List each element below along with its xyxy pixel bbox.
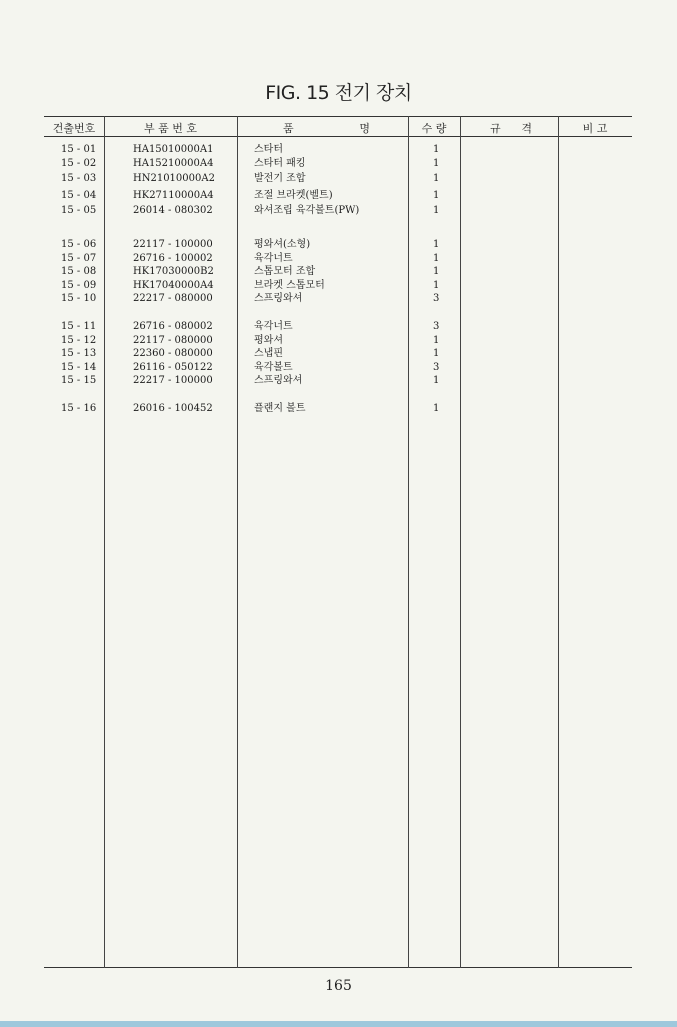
row-part-name: 평와셔 xyxy=(254,335,283,346)
row-quantity: 1 xyxy=(433,253,440,264)
row-part-number: 26016 - 100452 xyxy=(133,403,213,414)
row-quantity: 1 xyxy=(433,403,440,414)
table-top-rule xyxy=(44,116,632,117)
row-index: 15 - 07 xyxy=(61,253,97,264)
table-row xyxy=(0,238,677,252)
table-bottom-rule xyxy=(44,967,632,968)
table-row xyxy=(0,347,677,361)
row-part-name: 스타터 패킹 xyxy=(254,158,306,169)
header-spec-left: 규 xyxy=(490,122,501,135)
row-index: 15 - 02 xyxy=(61,158,97,169)
row-index: 15 - 15 xyxy=(61,375,97,386)
row-index: 15 - 11 xyxy=(61,321,97,332)
page-number: 165 xyxy=(325,978,352,994)
row-quantity: 1 xyxy=(433,158,440,169)
row-quantity: 1 xyxy=(433,280,440,291)
row-part-number: HN21010000A2 xyxy=(133,173,215,184)
header-remarks: 비 고 xyxy=(582,122,608,135)
row-quantity: 1 xyxy=(433,205,440,216)
row-part-name: 육각너트 xyxy=(254,321,293,332)
row-quantity: 1 xyxy=(433,266,440,277)
row-index: 15 - 14 xyxy=(61,362,97,373)
row-index: 15 - 16 xyxy=(61,403,97,414)
row-quantity: 1 xyxy=(433,173,440,184)
row-part-name: 스냅핀 xyxy=(254,348,283,359)
row-quantity: 3 xyxy=(433,293,440,304)
table-row xyxy=(0,189,677,203)
row-part-name: 육각너트 xyxy=(254,253,293,264)
row-index: 15 - 12 xyxy=(61,335,97,346)
header-bottom-rule xyxy=(44,136,632,137)
row-part-number: 26716 - 100002 xyxy=(133,253,213,264)
row-part-name: 와셔조립 육각볼트(PW) xyxy=(254,205,360,216)
header-spec-right: 격 xyxy=(521,122,532,135)
header-quantity: 수 량 xyxy=(421,122,447,135)
row-part-number: HA15210000A4 xyxy=(133,158,214,169)
row-index: 15 - 13 xyxy=(61,348,97,359)
row-index: 15 - 04 xyxy=(61,190,97,201)
table-row xyxy=(0,402,677,416)
table-row xyxy=(0,252,677,266)
scan-edge-band xyxy=(0,1021,677,1027)
row-index: 15 - 01 xyxy=(61,144,97,155)
table-row xyxy=(0,279,677,293)
row-part-name: 스프링와셔 xyxy=(254,375,303,386)
row-quantity: 3 xyxy=(433,321,440,332)
row-quantity: 3 xyxy=(433,362,440,373)
row-part-name: 평와셔(소형) xyxy=(254,239,311,250)
row-part-number: HA15010000A1 xyxy=(133,144,214,155)
table-row xyxy=(0,157,677,171)
row-index: 15 - 06 xyxy=(61,239,97,250)
header-part-number: 부 품 번 호 xyxy=(144,122,197,135)
table-row xyxy=(0,143,677,157)
row-part-name: 플랜지 볼트 xyxy=(254,403,306,414)
row-part-number: HK17040000A4 xyxy=(133,280,214,291)
table-row xyxy=(0,320,677,334)
row-index: 15 - 08 xyxy=(61,266,97,277)
row-part-number: 26014 - 080302 xyxy=(133,205,213,216)
row-part-name: 스타터 xyxy=(254,144,283,155)
row-index: 15 - 09 xyxy=(61,280,97,291)
table-row xyxy=(0,172,677,186)
table-row xyxy=(0,374,677,388)
table-row xyxy=(0,334,677,348)
header-name-left: 품 xyxy=(283,122,294,135)
row-part-name: 스톱모터 조합 xyxy=(254,266,316,277)
row-part-name: 브라켓 스톱모터 xyxy=(254,280,325,291)
header-name-right: 명 xyxy=(359,122,370,135)
row-part-number: HK17030000B2 xyxy=(133,266,214,277)
row-part-name: 육각볼트 xyxy=(254,362,293,373)
row-part-name: 발전기 조합 xyxy=(254,173,306,184)
row-part-number: 26116 - 050122 xyxy=(133,362,213,373)
row-part-number: 22360 - 080000 xyxy=(133,348,213,359)
table-row xyxy=(0,204,677,218)
row-quantity: 1 xyxy=(433,375,440,386)
row-quantity: 1 xyxy=(433,190,440,201)
table-row xyxy=(0,361,677,375)
header-spec xyxy=(460,120,558,136)
row-quantity: 1 xyxy=(433,348,440,359)
row-index: 15 - 03 xyxy=(61,173,97,184)
row-part-number: 22117 - 080000 xyxy=(133,335,213,346)
page-title: FIG. 15 전기 장치 xyxy=(265,82,412,104)
header-name xyxy=(237,120,408,136)
header-index: 건출번호 xyxy=(52,122,96,135)
row-quantity: 1 xyxy=(433,335,440,346)
row-part-number: 26716 - 080002 xyxy=(133,321,213,332)
row-index: 15 - 10 xyxy=(61,293,97,304)
row-index: 15 - 05 xyxy=(61,205,97,216)
row-part-name: 조절 브라켓(벨트) xyxy=(254,190,333,201)
row-part-number: 22217 - 080000 xyxy=(133,293,213,304)
row-part-number: 22117 - 100000 xyxy=(133,239,213,250)
table-row xyxy=(0,265,677,279)
row-quantity: 1 xyxy=(433,144,440,155)
row-quantity: 1 xyxy=(433,239,440,250)
row-part-name: 스프링와셔 xyxy=(254,293,303,304)
row-part-number: HK27110000A4 xyxy=(133,190,214,201)
table-row xyxy=(0,292,677,306)
row-part-number: 22217 - 100000 xyxy=(133,375,213,386)
